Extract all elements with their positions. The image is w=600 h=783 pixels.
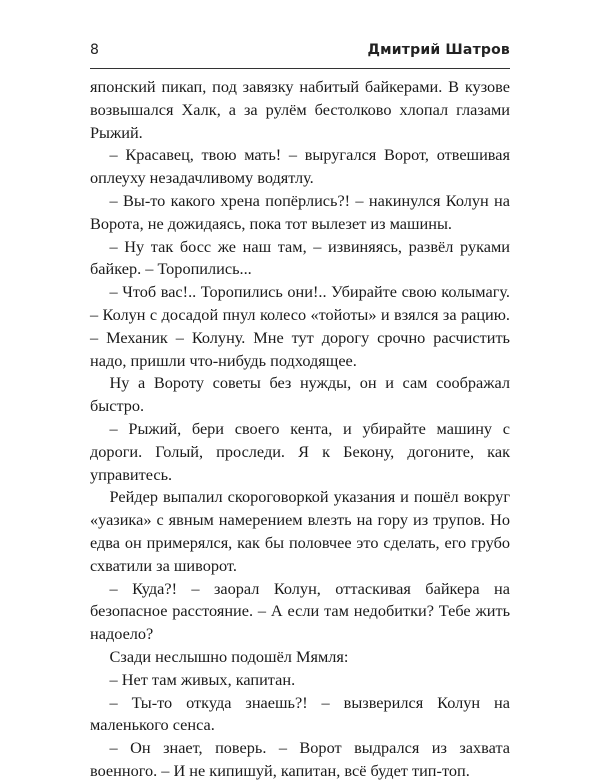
- paragraph: Рейдер выпалил скороговоркой указания и пошёл вокруг «уазика» с явным намерением влезть на гору из трупов. Но едва он примерялся, как бы половчее это сделать, его грубо схватили за шиворот.: [90, 487, 510, 575]
- paragraph: японский пикап, под завязку набитый байкерами. В кузове возвышался Халк, а за рулём бестолково хлопал глазами Рыжий.: [90, 77, 510, 142]
- author-name: Дмитрий Шатров: [367, 42, 510, 58]
- paragraph: – Он знает, поверь. – Ворот выдрался из захвата военного. – И не кипишуй, капитан, всё будет тип-топ.: [90, 738, 510, 780]
- page-number: 8: [90, 42, 99, 58]
- paragraph: – Ну так босс же наш там, – извиняясь, развёл руками байкер. – Торопились...: [90, 236, 510, 279]
- paragraph: – Куда?! – заорал Колун, оттаскивая байкера на безопасное расстояние. – А если там недобитки? Тебе жить надоело?: [90, 578, 510, 644]
- paragraph: – Красавец, твою мать! – выругался Ворот, отвешивая оплеуху незадачливому водятлу.: [90, 145, 510, 188]
- paragraph: – Ты-то откуда знаешь?! – вызверился Колун на маленького сенса.: [90, 692, 510, 735]
- paragraph: – Нет там живых, капитан.: [109, 669, 296, 689]
- header-rule: [90, 68, 510, 69]
- running-header: [90, 40, 510, 66]
- paragraph: – Чтоб вас!.. Торопились они!.. Убирайте свою колымагу. – Колун с досадой пнул колесо «тойоты» и взялся за рацию. – Механик – Колуну. Мне тут дорогу срочно расчистить надо, пришли что-нибудь подходящее.: [90, 282, 510, 370]
- paragraph: – Рыжий, бери своего кента, и убирайте машину с дороги. Голый, проследи. Я к Бекону, догоните, как управитесь.: [90, 418, 510, 484]
- paragraph: Ну а Вороту советы без нужды, он и сам соображал быстро.: [90, 373, 510, 416]
- body-text: [90, 76, 510, 783]
- paragraph: – Вы-то какого хрена попёрлись?! – накинулся Колун на Ворота, не дожидаясь, пока тот вылезет из машины.: [90, 190, 510, 233]
- paragraph: Сзади неслышно подошёл Мямля:: [109, 646, 349, 666]
